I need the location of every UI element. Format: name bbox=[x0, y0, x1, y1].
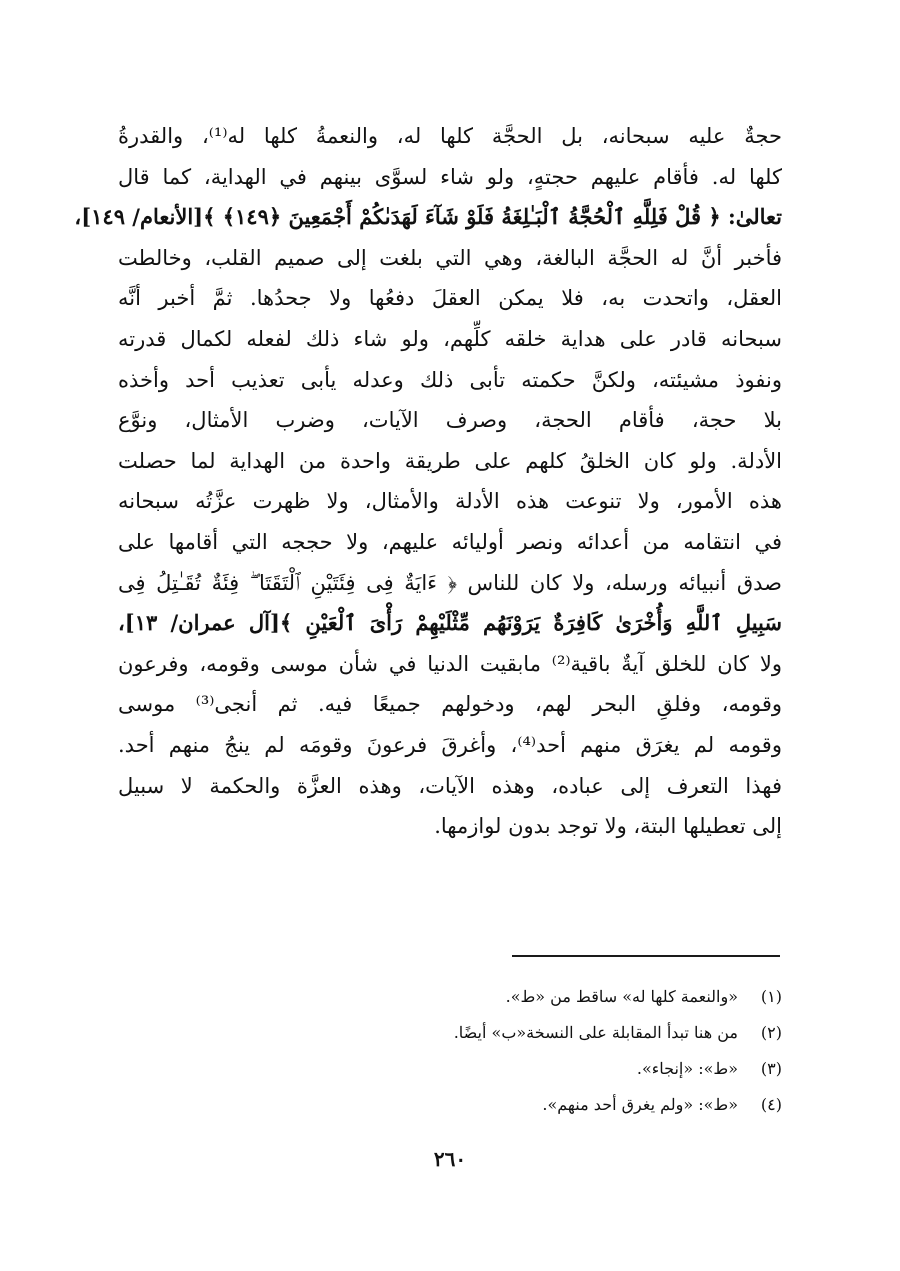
text-line-13: سَبِيلِ ٱللَّهِ وَأُخْرَىٰ كَافِرَةٌ يَرَوْنَهُم مِّثْلَيْهِمْ رَأْىَ ٱلْعَيْنِ ﴾[آل عمران/ ١٣]، bbox=[118, 610, 782, 636]
text-line-1: حجةٌ عليه سبحانه، بل الحجَّة كلها له، والنعمةُ كلها له⁽¹⁾، والقدرةُ bbox=[118, 124, 783, 148]
text-line-3: تعالىٰ: ﴿ قُلْ فَلِلَّهِ ٱلْحُجَّةُ ٱلْبَـٰلِغَةُ فَلَوْ شَآءَ لَهَدَىٰكُمْ أَجْمَعِينَ ﴿١٤٩﴾ ﴾[الأنعام/ ١٤٩]، bbox=[74, 204, 782, 230]
text-line-2: كلها له. فأقام عليهم حجتهٍ، ولو شاء لسوَّى بينهم في الهداية، كما قال bbox=[118, 164, 782, 189]
text-line-10: هذه الأمور، ولا تنوعت هذه الأدلة والأمثال، ولا ظهرت عزَّتُه سبحانه bbox=[118, 489, 782, 514]
text-line-15: وقومه، وفلقِ البحر لهم، ودخولهم جميعًا فيه. ثم أنجى⁽³⁾ موسى bbox=[118, 692, 782, 717]
footnote-separator bbox=[512, 955, 780, 957]
footnote-3 bbox=[118, 1050, 782, 1086]
main-text bbox=[74, 116, 783, 847]
footnote-2 bbox=[118, 1014, 782, 1050]
text-line-6: سبحانه قادر على هداية خلقه كلِّهم، ولو شاء ذلك لفعله لكمال قدرته bbox=[118, 326, 782, 351]
text-line-17: فهذا التعرف إلى عباده، وهذه الآيات، وهذه العزَّة والحكمة لا سبيل bbox=[118, 773, 782, 798]
text-line-12: صدق أنبيائه ورسله، ولا كان للناس ﴿ ءَايَةٌ فِى فِئَتَيْنِ ٱلْتَقَتَا ۖ فِئَةٌ تُقَـٰتِلُ فِى bbox=[118, 570, 782, 595]
footnote-text: «والنعمة كلها له» ساقط من «ط». bbox=[505, 986, 738, 1006]
text-line-4: فأخبر أنَّ له الحجَّة البالغة، وهي التي بلغت إلى صميم القلب، وخالطت bbox=[118, 245, 783, 270]
footnote-text: «ط»: «ولم يغرق أحد منهم». bbox=[542, 1094, 738, 1114]
footnote-number: (٣) bbox=[760, 1058, 782, 1078]
text-line-8: بلا حجة، فأقام الحجة، وصرف الآيات، وضرب الأمثال، ونوَّع bbox=[118, 408, 782, 433]
footnote-number: (٢) bbox=[760, 1022, 782, 1042]
footnote-text: «ط»: «إنجاء». bbox=[636, 1058, 738, 1078]
footnote-text: من هنا تبدأ المقابلة على النسخة«ب» أيضًا. bbox=[453, 1022, 738, 1042]
text-line-18: إلى تعطيلها البتة، ولا توجد بدون لوازمها. bbox=[434, 814, 782, 839]
page-number: ٢٦٠ bbox=[433, 1147, 467, 1171]
text-line-7: ونفوذ مشيئته، ولكنَّ حكمته تأبى ذلك وعدله يأبى تعذيب أحد وأخذه bbox=[118, 367, 782, 392]
text-line-16: وقومه لم يغرَق منهم أحد⁽⁴⁾، وأغرقَ فرعونَ وقومَه لم ينجُ منهم أحد. bbox=[118, 732, 782, 757]
text-line-9: الأدلة. ولو كان الخلقُ كلهم على طريقة واحدة من الهداية لما حصلت bbox=[118, 448, 782, 473]
footnote-number: (٤) bbox=[760, 1094, 782, 1114]
text-line-5: العقل، واتحدت به، فلا يمكن العقلَ دفعُها ولا جحدُها. ثمَّ أخبر أنَّه bbox=[118, 286, 782, 311]
text-line-14: ولا كان للخلق آيةٌ باقية⁽²⁾ مابقيت الدنيا في شأن موسى وقومه، وفرعون bbox=[118, 651, 782, 676]
footnotes bbox=[118, 978, 782, 1122]
footnote-1 bbox=[118, 978, 782, 1014]
footnote-number: (١) bbox=[760, 986, 782, 1006]
text-line-11: في انتقامه من أعدائه ونصر أوليائه عليهم، ولا حججه التي أقامها على bbox=[118, 529, 782, 554]
footnote-4 bbox=[118, 1086, 782, 1122]
